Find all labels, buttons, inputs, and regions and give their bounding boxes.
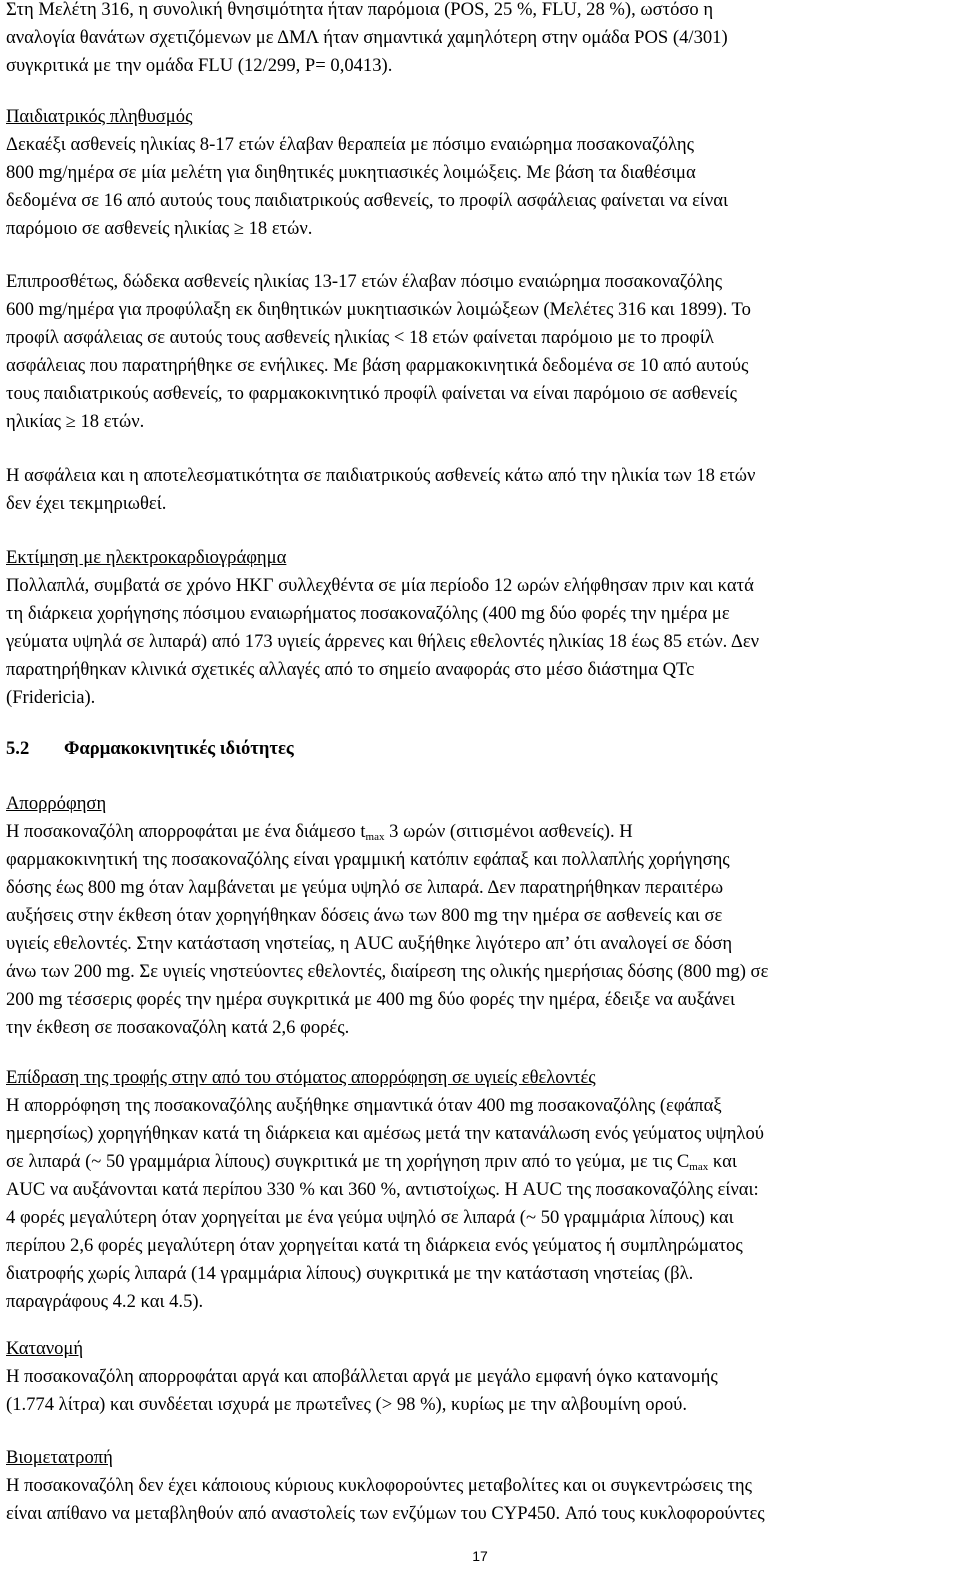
- ecg-section: [6, 544, 956, 712]
- text-line: ηλικίας ≥ 18 ετών.: [6, 411, 145, 432]
- text-line: αναλογία θανάτων σχετιζόμενων με ΔΜΛ ήταν σημαντικά χαμηλότερη στην ομάδα POS (4/301): [6, 27, 728, 48]
- text-line: (1.774 λίτρα) και συνδέεται ισχυρά με πρωτεΐνες (> 98 %), κυρίως με την αλβουμίνη ορού.: [6, 1394, 688, 1415]
- section-number: 5.2: [6, 738, 30, 759]
- pediatric-paragraph-2: [6, 268, 956, 436]
- text-line: την έκθεση σε ποσακοναζόλη κατά 2,6 φορές.: [6, 1017, 350, 1038]
- text-line: (Fridericia).: [6, 687, 96, 708]
- text-line: διατροφής χωρίς λιπαρά (14 γραμμάρια λίπους) συγκριτικά με την κατάσταση νηστείας (βλ.: [6, 1263, 694, 1284]
- text-line: προφίλ ασφάλειας σε αυτούς τους ασθενείς ηλικίας < 18 ετών φαίνεται παρόμοιο με το προφίλ: [6, 327, 714, 348]
- subscript: max: [689, 1161, 709, 1173]
- text-line: τη διάρκεια χορήγησης πόσιμου εναιωρήματος ποσακοναζόλης (400 mg δύο φορές την ημέρα με: [6, 603, 730, 624]
- text-line: ασφάλειας που παρατηρήθηκε σε ενήλικες. Με βάση φαρμακοκινητικά δεδομένα σε 10 από αυτούς: [6, 355, 749, 376]
- text-line: υγιείς εθελοντές. Στην κατάσταση νηστείας, η AUC αυξήθηκε λιγότερο απ’ ότι αναλογεί σε δόση: [6, 933, 733, 954]
- text-line: Στη Μελέτη 316, η συνολική θνησιμότητα ήταν παρόμοια (POS, 25 %, FLU, 28 %), ωστόσο η: [6, 0, 714, 20]
- text-line: συγκριτικά με την ομάδα FLU (12/299, P= 0,0413).: [6, 55, 393, 76]
- text-line: περίπου 2,6 φορές μεγαλύτερη όταν χορηγείται κατά τη διάρκεια ενός γεύματος ή συμπληρώματος: [6, 1235, 743, 1256]
- text-line: δεν έχει τεκμηριωθεί.: [6, 493, 167, 514]
- text-line: 200 mg τέσσερις φορές την ημέρα συγκριτικά με 400 mg δύο φορές την ημέρα, έδειξε να αυξάνει: [6, 989, 735, 1010]
- text-line: AUC να αυξάνονται κατά περίπου 330 % και 360 %, αντιστοίχως. Η AUC της ποσακοναζόλης είναι:: [6, 1179, 759, 1200]
- text-line: Η ποσακοναζόλη δεν έχει κάποιους κύριους κυκλοφορούντες μεταβολίτες και οι συγκεντρώσεις της: [6, 1475, 752, 1496]
- intro-paragraph: [6, 0, 956, 80]
- text-line: 800 mg/ημέρα σε μία μελέτη για διηθητικές μυκητιασικές λοιμώξεις. Με βάση τα διαθέσιμα: [6, 162, 696, 183]
- metabolism-title: Βιομετατροπή: [6, 1447, 113, 1468]
- text-line: Πολλαπλά, συμβατά σε χρόνο ΗΚΓ συλλεχθέντα σε μία περίοδο 12 ωρών ελήφθησαν πριν και κατά: [6, 575, 754, 596]
- text-line: δόσης έως 800 mg όταν λαμβάνεται με γεύμα υψηλό σε λιπαρά. Δεν παρατηρήθηκαν περαιτέρω: [6, 877, 724, 898]
- text-line: γεύματα υψηλά σε λιπαρά) από 173 υγιείς άρρενες και θήλεις εθελοντές ηλικίας 18 έως 85 ετών. Δεν: [6, 631, 760, 652]
- text-line: παρόμοιο σε ασθενείς ηλικίας ≥ 18 ετών.: [6, 218, 313, 239]
- text-line: ημερησίως) χορηγήθηκαν κατά τη διάρκεια και αμέσως μετά την κατανάλωση ενός γεύματος υψηλού: [6, 1123, 764, 1144]
- text-line: 4 φορές μεγαλύτερη όταν χορηγείται με ένα γεύμα υψηλό σε λιπαρά (~ 50 γραμμάρια λίπους) και: [6, 1207, 734, 1228]
- text-line: Επιπροσθέτως, δώδεκα ασθενείς ηλικίας 13-17 ετών έλαβαν πόσιμο εναιώρημα ποσακοναζόλης: [6, 271, 723, 292]
- text-line: αυξήσεις στην έκθεση όταν χορηγήθηκαν δόσεις άνω των 800 mg την ημέρα σε ασθενείς και σε: [6, 905, 723, 926]
- text-line: παραγράφους 4.2 και 4.5).: [6, 1291, 204, 1312]
- text-run: Η ποσακοναζόλη απορροφάται με ένα διάμεσο t: [6, 821, 366, 842]
- ecg-title: Εκτίμηση με ηλεκτροκαρδιογράφημα: [6, 547, 287, 568]
- metabolism-section: [6, 1444, 956, 1528]
- text-line: Η ασφάλεια και η αποτελεσματικότητα σε παιδιατρικούς ασθενείς κάτω από την ηλικία των 18 ετών: [6, 465, 756, 486]
- text-line: [6, 1148, 956, 1176]
- text-line: παρατηρήθηκαν κλινικά σχετικές αλλαγές από το σημείο αναφοράς στο μέσο διάστημα QTc: [6, 659, 695, 680]
- text-line: τους παιδιατρικούς ασθενείς, το φαρμακοκινητικό προφίλ φαίνεται να είναι παρόμοιο σε ασθενείς: [6, 383, 738, 404]
- pediatric-title: Παιδιατρικός πληθυσμός: [6, 106, 193, 127]
- page-number: 17: [472, 1548, 488, 1564]
- absorption-title: Απορρόφηση: [6, 793, 107, 814]
- text-line: Η ποσακοναζόλη απορροφάται αργά και αποβάλλεται αργά με μεγάλο εμφανή όγκο κατανομής: [6, 1366, 718, 1387]
- text-run: 3 ωρών (σιτισμένοι ασθενείς). Η: [384, 821, 633, 842]
- text-line: Δεκαέξι ασθενείς ηλικίας 8-17 ετών έλαβαν θεραπεία με πόσιμο εναιώρημα ποσακοναζόλης: [6, 134, 694, 155]
- text-line: Η απορρόφηση της ποσακοναζόλης αυξήθηκε σημαντικά όταν 400 mg ποσακοναζόλης (εφάπαξ: [6, 1095, 722, 1116]
- subscript: max: [365, 831, 385, 843]
- text-line: 600 mg/ημέρα για προφύλαξη εκ διηθητικών μυκητιασικών λοιμώξεων (Μελέτες 316 και 1899). Το: [6, 299, 751, 320]
- pediatric-paragraph-3: [6, 462, 956, 518]
- text-line: φαρμακοκινητική της ποσακοναζόλης είναι γραμμική κατόπιν εφάπαξ και πολλαπλής χορήγησης: [6, 849, 730, 870]
- text-line: [6, 818, 956, 846]
- section-heading: [6, 735, 956, 763]
- text-line: άνω των 200 mg. Σε υγιείς νηστεύοντες εθελοντές, διαίρεση της ολικής ημερήσιας δόσης (800 mg) σε: [6, 961, 769, 982]
- absorption-section: [6, 790, 956, 1042]
- distribution-section: [6, 1335, 956, 1419]
- text-line: είναι απίθανο να μεταβληθούν από αναστολείς των ενζύμων του CYP450. Από τους κυκλοφορούντες: [6, 1503, 765, 1524]
- food-effect-title: Επίδραση της τροφής στην από του στόματος απορρόφηση σε υγιείς εθελοντές: [6, 1067, 596, 1088]
- text-line: δεδομένα σε 16 από αυτούς τους παιδιατρικούς ασθενείς, το προφίλ ασφάλειας φαίνεται να είναι: [6, 190, 729, 211]
- distribution-title: Κατανομή: [6, 1338, 84, 1359]
- pediatric-section: [6, 103, 956, 243]
- section-title: Φαρμακοκινητικές ιδιότητες: [64, 738, 294, 759]
- text-run: και: [708, 1151, 737, 1172]
- food-effect-section: [6, 1064, 956, 1316]
- text-run: σε λιπαρά (~ 50 γραμμάρια λίπους) συγκριτικά με τη χορήγηση πριν από το γεύμα, με τις C: [6, 1151, 690, 1172]
